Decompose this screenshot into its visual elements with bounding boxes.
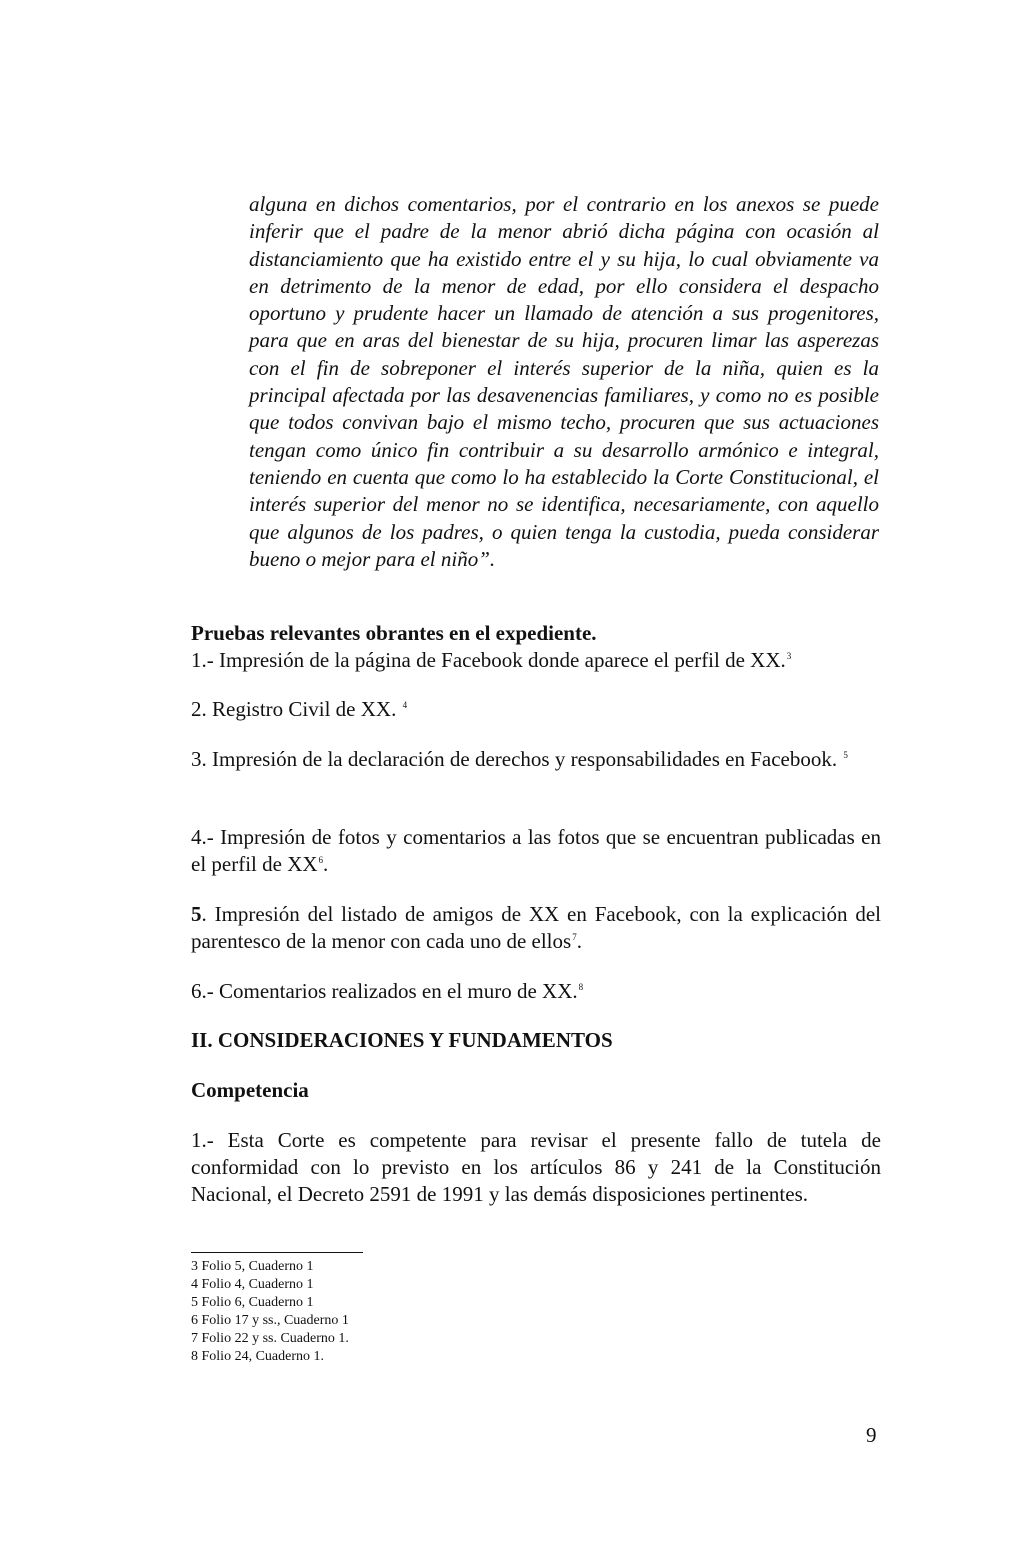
evidence-heading: Pruebas relevantes obrantes en el expediente. (191, 621, 597, 645)
evidence-item-5 (191, 901, 881, 955)
evidence-item-text: 3. Impresión de la declaración de derechos y responsabilidades en Facebook. (191, 747, 843, 771)
evidence-section (191, 620, 881, 674)
footnote-separator (191, 1252, 363, 1253)
footnote-8: 8 Folio 24, Cuaderno 1. (191, 1349, 324, 1364)
footnote-ref-6[interactable]: 6 (318, 855, 324, 865)
evidence-item-tail: . (323, 852, 329, 876)
evidence-item-1 (191, 647, 881, 674)
evidence-item-4 (191, 824, 881, 878)
evidence-item-text: 4.- Impresión de fotos y comentarios a las fotos que se encuentran publicadas en el perfil de XX (191, 825, 881, 876)
quoted-passage: alguna en dichos comentarios, por el contrario en los anexos se puede inferir que el padre de la menor abrió dicha página con ocasión al distanciamiento que ha existido entre el y su hija, lo cual obviamente va en detrimento de la menor de edad, por ello considera el despacho oportuno y prudente hacer un llamado de atención a sus progenitores, para que en aras del bienestar de su hija, procuren limar las asperezas con el fin de sobreponer el interés superior de la niña, quien es la principal afectada por las desavenencias familiares, y como no es posible que todos convivan bajo el mismo techo, procuren que sus actuaciones tengan como único fin contribuir a su desarrollo armónico e integral, teniendo en cuenta que como lo ha establecido la Corte Constitucional, el interés superior del menor no se identifica, necesariamente, con aquello que algunos de los padres, o quien tenga la custodia, pueda considerar bueno o mejor para el niño”. (249, 192, 879, 571)
footnote-ref-3[interactable]: 3 (786, 651, 792, 661)
evidence-item-number: 5 (191, 902, 202, 926)
page-number: 9 (866, 1423, 877, 1447)
footnote-ref-4[interactable]: 4 (402, 700, 408, 710)
evidence-item-text: 2. Registro Civil de XX. (191, 697, 402, 721)
competence-paragraph: 1.- Esta Corte es competente para revisar el presente fallo de tutela de conformidad con lo previsto en los artículos 86 y 241 de la Constitución Nacional, el Decreto 2591 de 1991 y las demás disposiciones pertinentes. (191, 1128, 881, 1206)
section-subheading: Competencia (191, 1078, 309, 1102)
evidence-item-2 (191, 696, 881, 723)
footnote-ref-7[interactable]: 7 (572, 932, 577, 942)
footnote-3: 3 Folio 5, Cuaderno 1 (191, 1259, 314, 1274)
footnote-ref-8[interactable]: 8 (578, 982, 584, 992)
section-title: II. CONSIDERACIONES Y FUNDAMENTOS (191, 1028, 613, 1052)
footnote-7: 7 Folio 22 y ss. Cuaderno 1. (191, 1331, 349, 1346)
evidence-item-6 (191, 978, 881, 1005)
evidence-item-3 (191, 746, 881, 773)
footnote-ref-5[interactable]: 5 (843, 750, 848, 760)
footnote-6: 6 Folio 17 y ss., Cuaderno 1 (191, 1313, 349, 1328)
evidence-item-text: 6.- Comentarios realizados en el muro de XX. (191, 979, 578, 1003)
footnote-5: 5 Folio 6, Cuaderno 1 (191, 1295, 314, 1310)
evidence-item-text: . Impresión del listado de amigos de XX en Facebook, con la explicación del parentesco de la menor con cada uno de ellos (191, 902, 881, 953)
evidence-item-tail: . (576, 929, 582, 953)
footnotes (191, 1258, 349, 1366)
evidence-item-text: 1.- Impresión de la página de Facebook donde aparece el perfil de XX. (191, 648, 786, 672)
footnote-4: 4 Folio 4, Cuaderno 1 (191, 1277, 314, 1292)
